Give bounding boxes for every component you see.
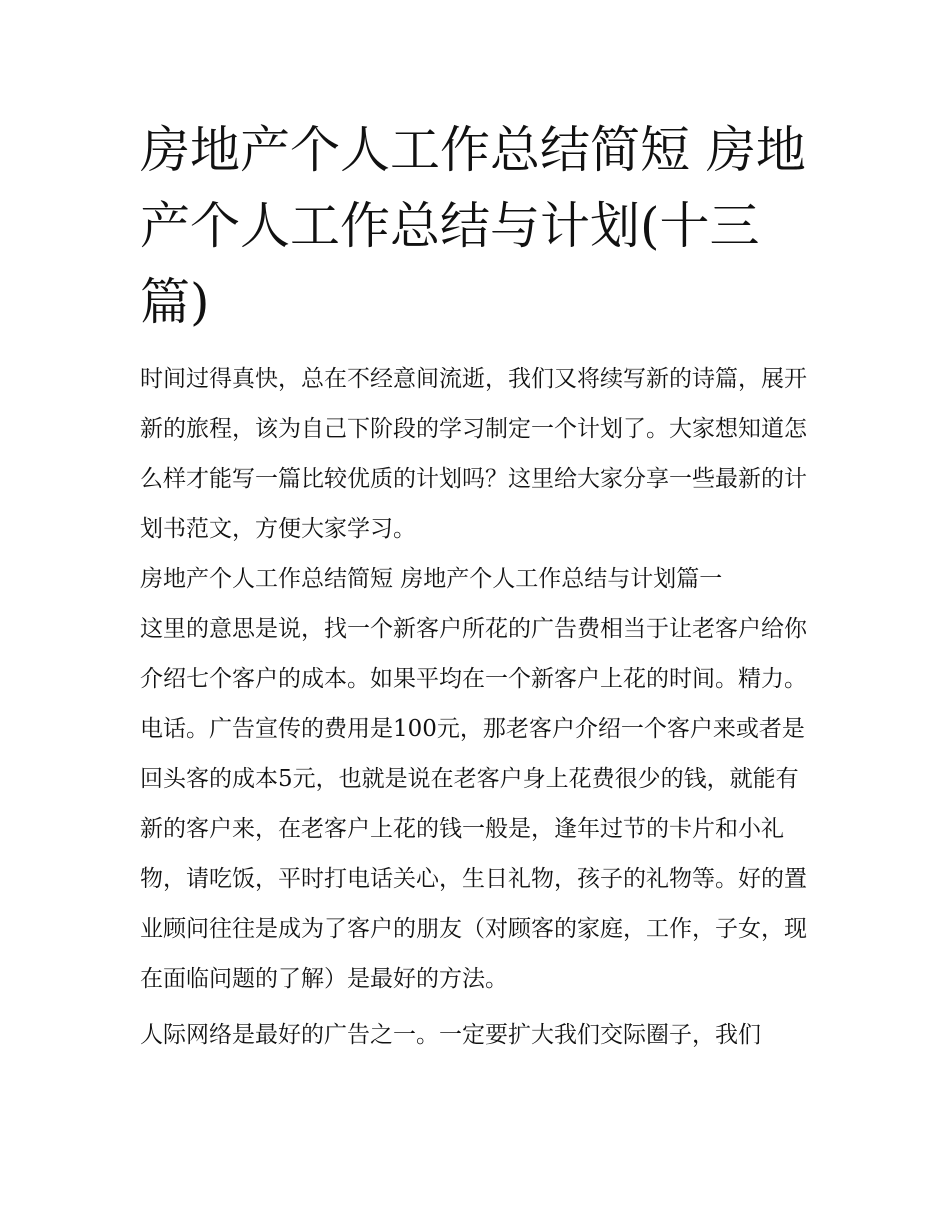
intro-paragraph: 时间过得真快，总在不经意间流逝，我们又将续写新的诗篇，展开新的旅程，该为自己下阶段的学习制定一个计划了。大家想知道怎么样才能写一篇比较优质的计划吗？这里给大家分享一些最新的计划书范文，方便大家学习。 bbox=[140, 366, 807, 542]
document-page bbox=[140, 112, 812, 1060]
body-paragraph-1: 这里的意思是说，找一个新客户所花的广告费相当于让老客户给你介绍七个客户的成本。如果平均在一个新客户上花的时间。精力。电话。广告宣传的费用是100元，那老客户介绍一个客户来或者是回头客的成本5元，也就是说在老客户身上花费很少的钱，就能有新的客户来，在老客户上花的钱一般是，逢年过节的卡片和小礼物，请吃饭，平时打电话关心，生日礼物，孩子的礼物等。好的置业顾问往往是成为了客户的朋友（对顾客的家庭，工作，子女，现在面临问题的了解）是最好的方法。 bbox=[140, 616, 807, 992]
body-paragraph-2: 人际网络是最好的广告之一。一定要扩大我们交际圈子，我们 bbox=[140, 1022, 761, 1048]
section-heading: 房地产个人工作总结简短 房地产个人工作总结与计划篇一 bbox=[140, 566, 723, 592]
document-title: 房地产个人工作总结简短 房地产个人工作总结与计划(十三篇) bbox=[140, 121, 806, 331]
